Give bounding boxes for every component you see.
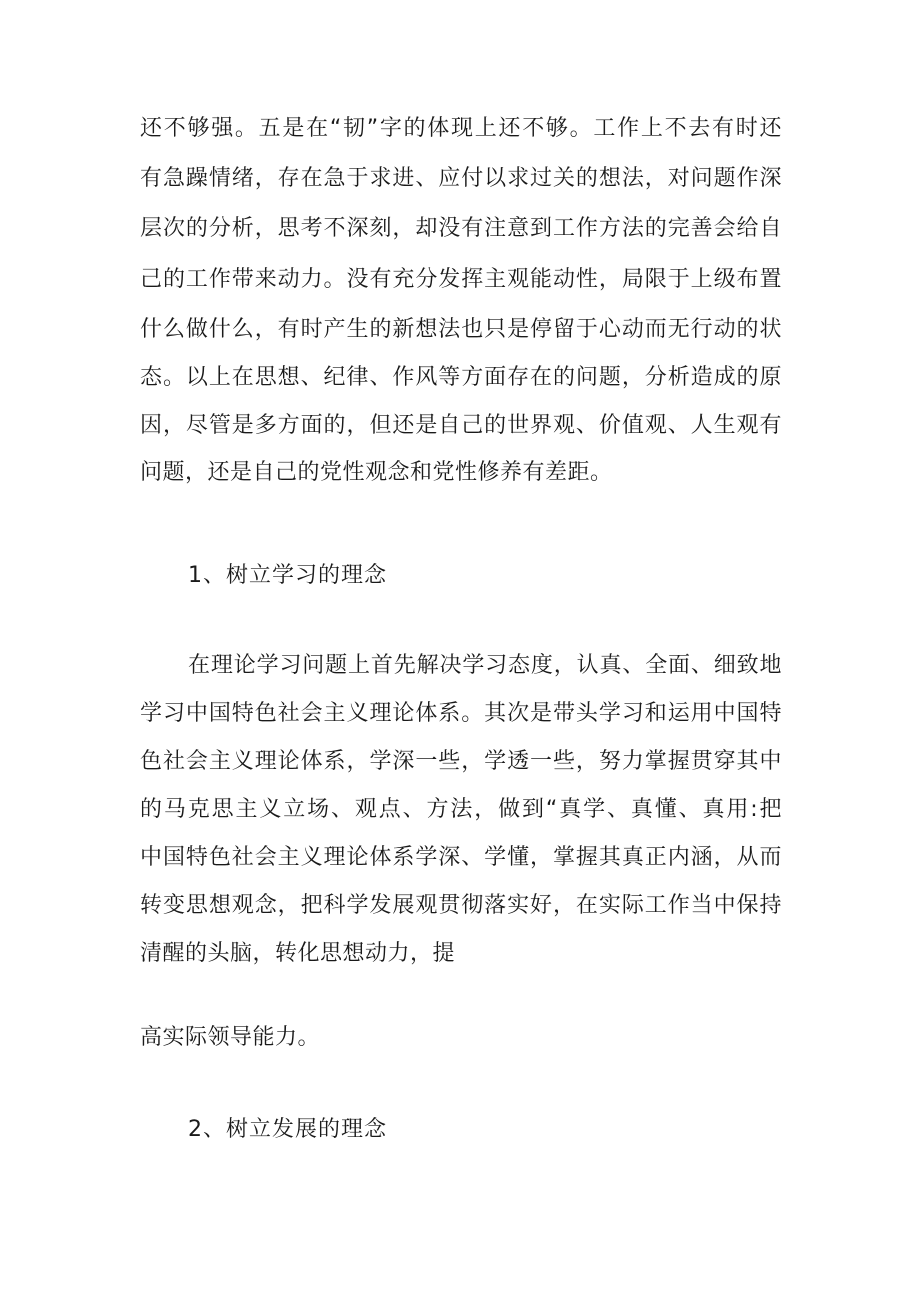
text-line: 有急躁情绪，存在急于求进、应付以求过关的想法，对问题作深 <box>140 166 782 191</box>
text-line: 的马克思主义立场、观点、方法，做到“真学、真懂、真用:把 <box>140 797 782 822</box>
section-heading-1: 1、树立学习的理念 <box>188 563 387 588</box>
text-line: 清醒的头脑，转化思想动力，提 <box>140 941 456 966</box>
text-line: 问题，还是自己的党性观念和党性修养有差距。 <box>140 460 613 485</box>
section-heading-2: 2、树立发展的理念 <box>188 1117 387 1142</box>
text-line: 转变思想观念，把科学发展观贯彻落实好，在实际工作当中保持 <box>140 893 782 918</box>
text-line: 态。以上在思想、纪律、作风等方面存在的问题，分析造成的原 <box>140 365 782 390</box>
text-line: 色社会主义理论体系，学深一些，学透一些，努力掌握贯穿其中 <box>140 749 782 774</box>
text-line: 层次的分析，思考不深刻，却没有注意到工作方法的完善会给自 <box>140 216 782 241</box>
text-line: 什么做什么，有时产生的新想法也只是停留于心动而无行动的状 <box>140 317 782 342</box>
text-line: 还不够强。五是在“韧”字的体现上还不够。工作上不去有时还 <box>140 116 782 141</box>
text-line: 己的工作带来动力。没有充分发挥主观能动性，局限于上级布置 <box>140 267 782 292</box>
text-line: 在理论学习问题上首先解决学习态度，认真、全面、细致地 <box>188 653 782 678</box>
text-line: 因，尽管是多方面的，但还是自己的世界观、价值观、人生观有 <box>140 413 782 438</box>
text-line: 高实际领导能力。 <box>140 1025 321 1050</box>
text-line: 中国特色社会主义理论体系学深、学懂，掌握其真正内涵，从而 <box>140 845 782 870</box>
text-line: 学习中国特色社会主义理论体系。其次是带头学习和运用中国特 <box>140 701 782 726</box>
